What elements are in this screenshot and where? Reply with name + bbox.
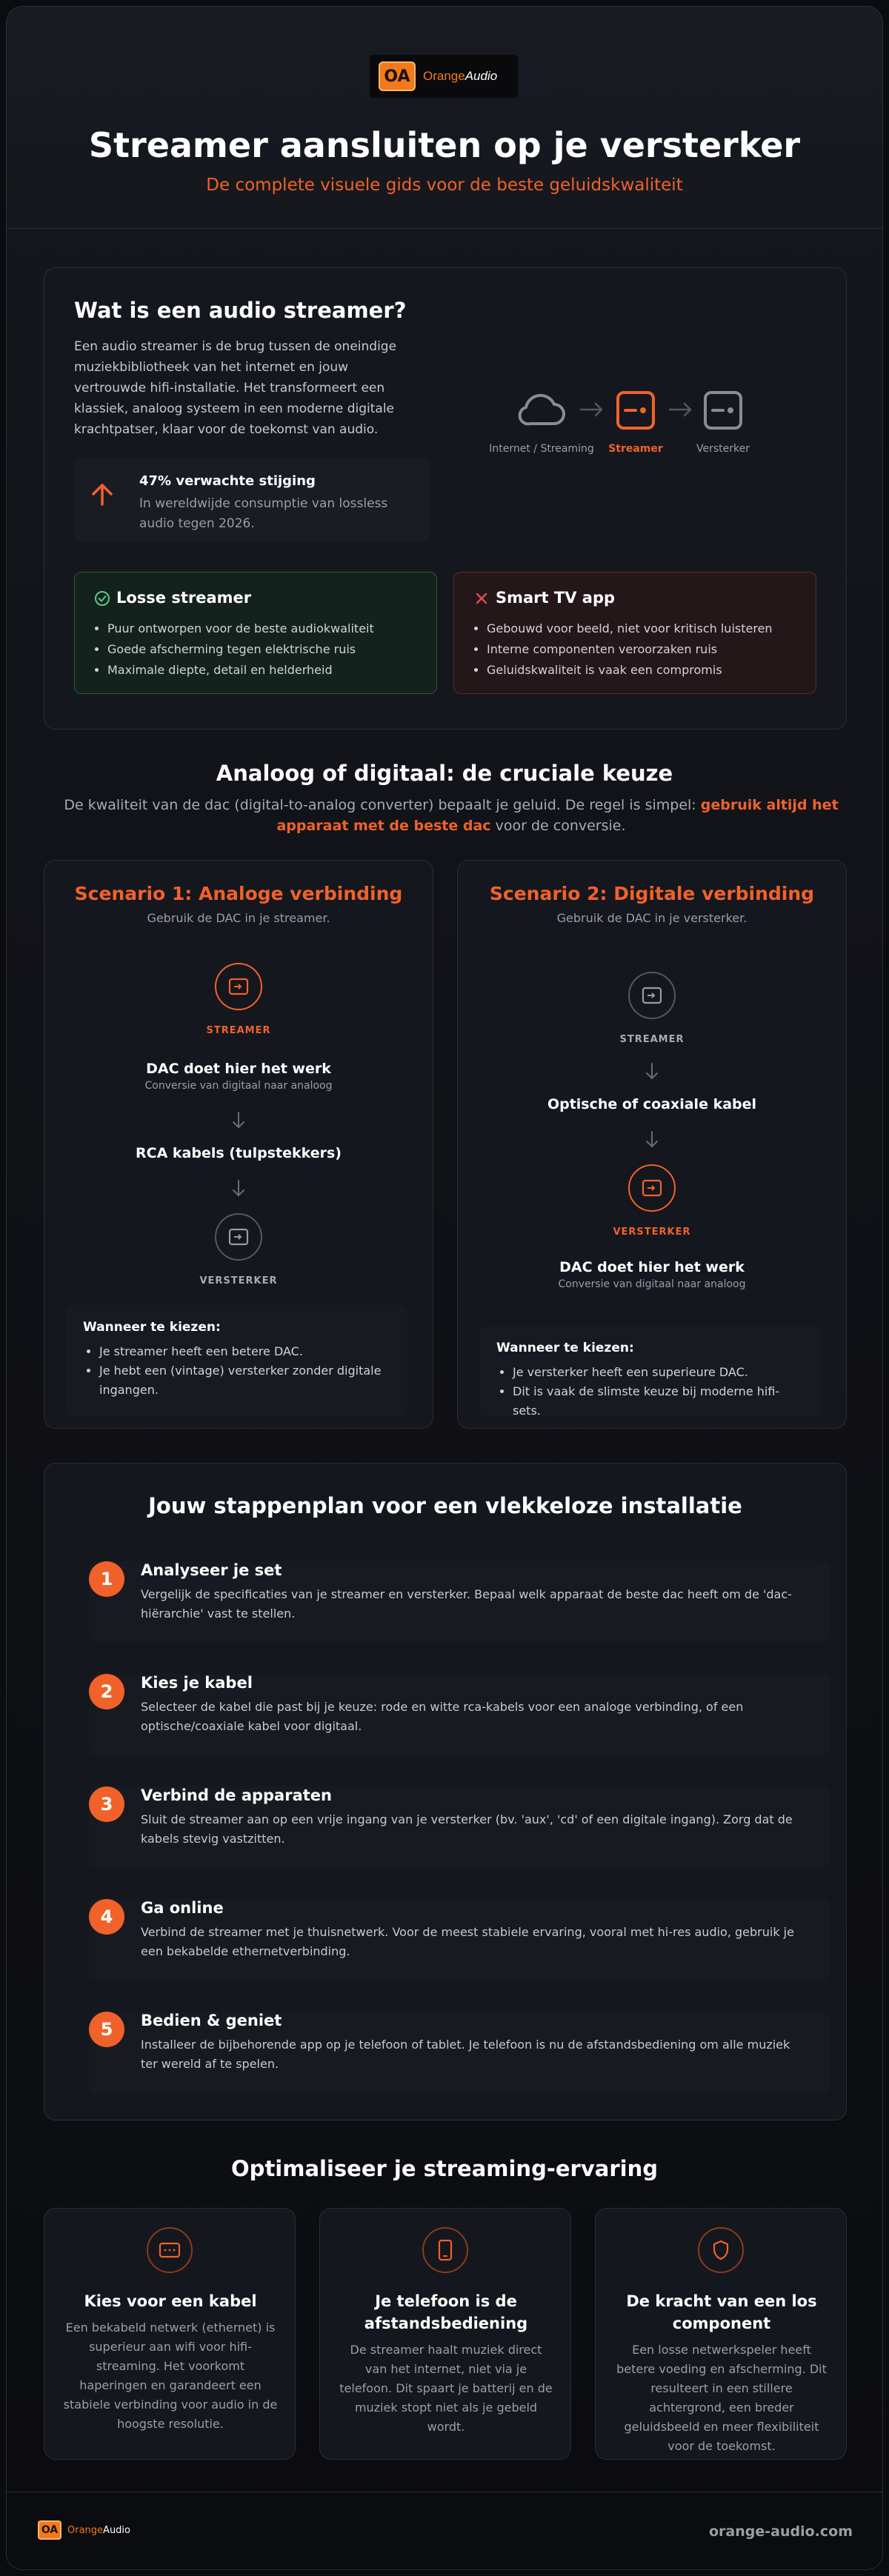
stat-text: In wereldwijde consumptie van lossless audio tegen 2026. — [139, 496, 388, 531]
page-frame — [6, 6, 883, 2570]
dac-title: DAC doet hier het werk — [146, 1061, 331, 1077]
amplifier-label: VERSTERKER — [613, 1227, 691, 1238]
list-item: • Je streamer heeft een betere DAC. — [99, 1342, 391, 1361]
amplifier-device — [628, 1164, 676, 1212]
tip-text: De streamer haalt muziek direct van het internet, niet via je telefoon. Dit spaart je batterij en de muziek stopt niet als je gebeld wordt. — [339, 2343, 553, 2434]
stat-box — [74, 457, 430, 542]
step-text: Selecteer de kabel die past bij je keuze: rode en witte rca-kabels voor een analoge verbinding, of een optische/coaxiale kabel voor digitaal. — [141, 1700, 744, 1733]
streamer-icon — [642, 987, 662, 1004]
step-title: Kies je kabel — [141, 1674, 253, 1692]
when-box — [480, 1326, 821, 1416]
streamer-icon — [228, 978, 249, 995]
ethernet-icon — [147, 2227, 193, 2273]
check-circle-icon — [94, 590, 110, 607]
intro-card — [44, 267, 847, 730]
cons-card — [453, 572, 816, 694]
step-number: 1 — [89, 1561, 124, 1597]
step-number: 3 — [89, 1786, 124, 1822]
step-title: Verbind de apparaten — [141, 1786, 332, 1804]
footer-logo[interactable] — [38, 2520, 130, 2540]
scenario-2-title: Scenario 2: Digitale verbinding — [489, 883, 815, 904]
step-text: Installeer de bijbehorende app op je telefoon of tablet. Je telefoon is nu de afstandsbediening om alle muziek ter wereld af te spelen. — [141, 2038, 790, 2071]
list-item: • Geluidskwaliteit is vaak een compromis — [487, 660, 798, 681]
streamer-label: STREAMER — [206, 1025, 271, 1036]
amplifier-icon — [228, 1228, 249, 1246]
arrow-up-icon — [87, 479, 117, 509]
brand-logo[interactable] — [370, 55, 518, 98]
step-number: 5 — [89, 2012, 124, 2047]
arrow-right-icon — [668, 401, 693, 418]
intro-text: Een audio streamer is de brug tussen de oneindige muziekbibliotheek van het internet en jouw vertrouwde hifi-installatie. Het transformeert een klassiek, analoog systeem in een moderne digitale krachtpatser, klaar voor de toekomst van audio. — [74, 339, 397, 437]
cloud-icon — [516, 388, 567, 430]
stat-title: 47% verwachte stijging — [139, 473, 316, 489]
tip-card-phone — [319, 2208, 571, 2460]
when-title: Wanneer te kiezen: — [83, 1320, 221, 1335]
tip-title: De kracht van een los component — [626, 2292, 817, 2332]
step-title: Bedien & geniet — [141, 2012, 282, 2029]
flow-label-internet: Internet / Streaming — [489, 443, 594, 455]
list-item: • Je versterker heeft een superieure DAC. — [513, 1363, 805, 1382]
pros-title: Losse streamer — [116, 589, 252, 607]
scenario-1-title: Scenario 1: Analoge verbinding — [74, 883, 403, 904]
dac-subtitle: Conversie van digitaal naar analoog — [558, 1278, 746, 1290]
step-5 — [89, 2012, 830, 2093]
step-title: Ga online — [141, 1899, 224, 1917]
tip-title: Je telefoon is de afstandsbediening — [364, 2292, 528, 2332]
list-item: • Interne componenten veroorzaken ruis — [487, 639, 798, 660]
footer — [7, 2492, 882, 2570]
cable-label: RCA kabels (tulpstekkers) — [136, 1145, 342, 1161]
step-2 — [89, 1674, 830, 1755]
when-title: Wanneer te kiezen: — [496, 1341, 634, 1355]
streamer-device — [628, 972, 676, 1019]
when-list — [496, 1363, 805, 1421]
logo-mark: OA — [379, 61, 416, 91]
step-text: Sluit de streamer aan op een vrije ingang van je versterker (bv. 'aux', 'cd' of een digitale ingang). Zorg dat de kabels stevig vastzitten. — [141, 1812, 793, 1846]
plan-card — [44, 1463, 847, 2120]
step-title: Analyseer je set — [141, 1561, 282, 1579]
tip-text: Een bekabeld netwerk (ethernet) is superieur aan wifi voor hifi-streaming. Het voorkomt haperingen en garandeert een stabiele verbinding voor audio in de hoogste resolutie. — [63, 2320, 278, 2431]
flow-label-streamer: Streamer — [608, 443, 663, 455]
choice-title: Analoog of digitaal: de cruciale keuze — [216, 761, 673, 786]
step-text: Verbind de streamer met je thuisnetwerk. Voor de meest stabiele ervaring, vooral met hi-res audio, gebruik je een bekabelde ethernetverbinding. — [141, 1925, 794, 1958]
list-item: • Goede afscherming tegen elektrische ruis — [107, 639, 419, 660]
logo-text: OrangeAudio — [67, 2524, 130, 2536]
logo-mark: OA — [38, 2520, 61, 2540]
intro-title: Wat is een audio streamer? — [74, 298, 407, 323]
when-list — [83, 1342, 391, 1400]
scenario-2-subtitle: Gebruik de DAC in je versterker. — [556, 911, 748, 925]
list-item: • Puur ontworpen voor de beste audiokwaliteit — [107, 618, 419, 639]
list-item: • Gebouwd voor beeld, niet voor kritisch luisteren — [487, 618, 798, 639]
arrow-down-icon — [231, 1179, 246, 1198]
footer-url-link[interactable]: orange-audio.com — [709, 2523, 853, 2540]
arrow-down-icon — [645, 1130, 659, 1149]
shield-icon — [698, 2227, 744, 2273]
plan-title: Jouw stappenplan voor een vlekkeloze installatie — [148, 1493, 742, 1518]
page-title: Streamer aansluiten op je versterker — [88, 125, 801, 165]
streamer-label: STREAMER — [619, 1034, 685, 1045]
step-number: 4 — [89, 1899, 124, 1935]
tip-card-component — [595, 2208, 847, 2460]
when-box — [67, 1305, 407, 1416]
arrow-down-icon — [645, 1062, 659, 1081]
tip-text: Een losse netwerkspeler heeft betere voeding en afscherming. Dit resulteert in een stillere achtergrond, een breder geluidsbeeld en meer flexibiliteit voor de toekomst. — [616, 2343, 827, 2453]
hero-section — [7, 7, 882, 229]
page-subtitle: De complete visuele gids voor de beste geluidskwaliteit — [206, 176, 683, 195]
tip-title: Kies voor een kabel — [84, 2292, 257, 2310]
step-number: 2 — [89, 1674, 124, 1709]
pros-list — [107, 618, 419, 681]
amplifier-icon — [642, 1179, 662, 1197]
list-item: • Maximale diepte, detail en helderheid — [107, 660, 419, 681]
dac-title: DAC doet hier het werk — [559, 1259, 745, 1275]
optimize-title: Optimaliseer je streaming-ervaring — [231, 2156, 658, 2181]
choice-text: De kwaliteit van de dac (digital-to-analog converter) bepaalt je geluid. De regel is simpel: gebruik altijd het apparaat met de beste dac voor de conversie. — [64, 797, 839, 834]
tip-card-cable — [44, 2208, 296, 2460]
cons-list — [487, 618, 798, 681]
cons-title: Smart TV app — [496, 589, 616, 607]
scenario-2-card — [457, 860, 847, 1429]
step-text: Vergelijk de specificaties van je streamer en versterker. Bepaal welk apparaat de beste dac heeft om de 'dac-hiërarchie' vast te stellen. — [141, 1587, 792, 1621]
streamer-device — [215, 963, 262, 1010]
scenario-1-card — [44, 860, 433, 1429]
pros-card — [74, 572, 437, 694]
list-item: • Dit is vaak de slimste keuze bij moderne hifi-sets. — [513, 1382, 805, 1421]
list-item: • Je hebt een (vintage) versterker zonder digitale ingangen. — [99, 1361, 391, 1400]
arrow-right-icon — [579, 401, 605, 418]
step-1 — [89, 1561, 830, 1643]
dac-subtitle: Conversie van digitaal naar analoog — [144, 1080, 333, 1092]
phone-icon — [422, 2227, 468, 2273]
step-3 — [89, 1786, 830, 1868]
cable-label: Optische of coaxiale kabel — [547, 1096, 757, 1112]
streamer-icon — [615, 390, 656, 431]
x-icon — [473, 590, 490, 607]
amplifier-label: VERSTERKER — [199, 1275, 278, 1287]
step-4 — [89, 1899, 830, 1981]
flow-label-amplifier: Versterker — [696, 443, 750, 455]
arrow-down-icon — [231, 1111, 246, 1130]
amplifier-icon — [702, 390, 744, 431]
logo-text: OrangeAudio — [423, 69, 498, 83]
amplifier-device — [215, 1213, 262, 1261]
scenario-1-subtitle: Gebruik de DAC in je streamer. — [147, 911, 330, 925]
